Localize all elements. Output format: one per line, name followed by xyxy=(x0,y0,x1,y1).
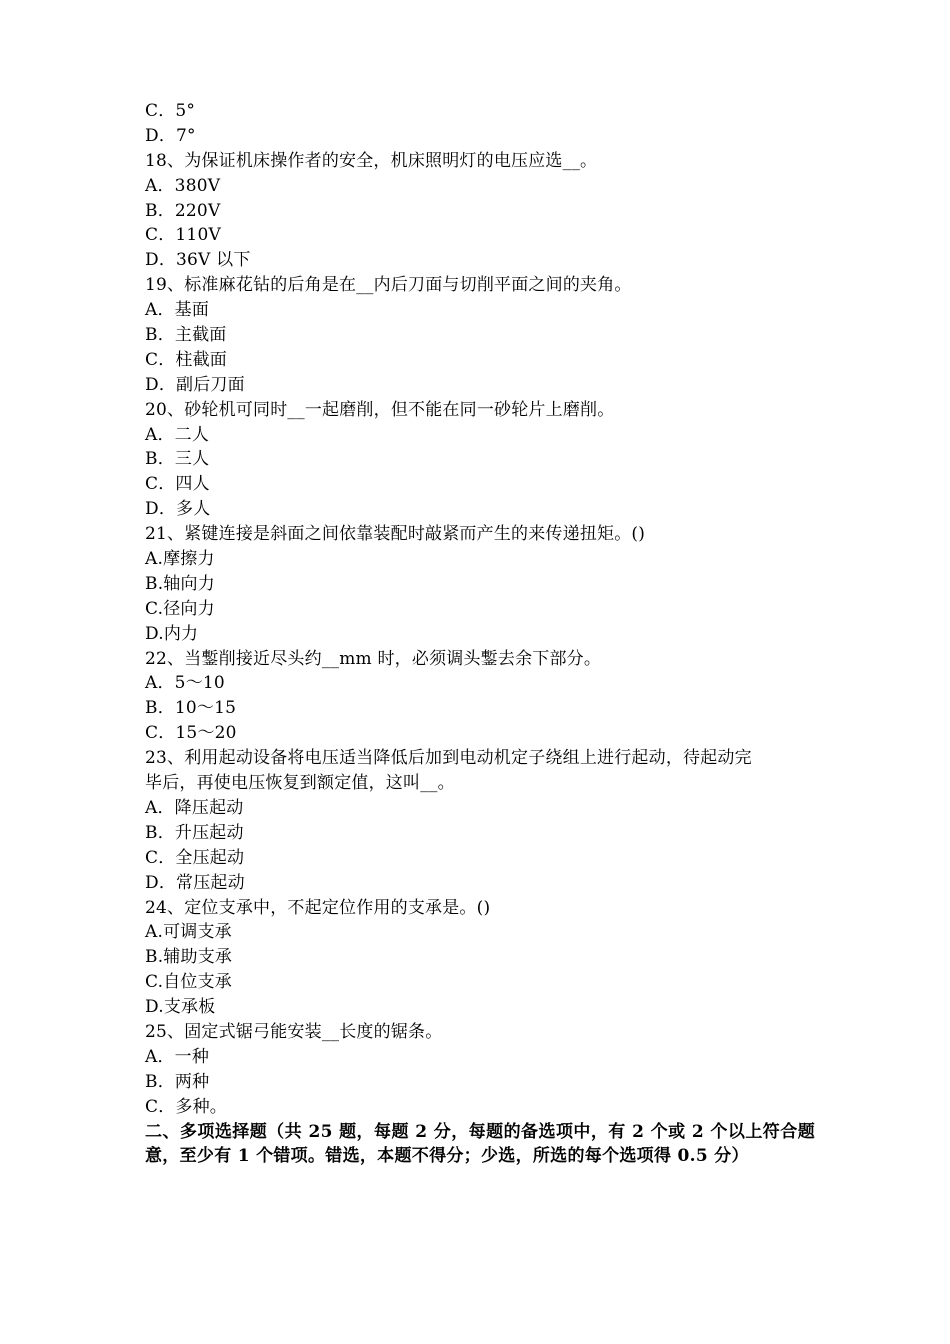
option-line: B.辅助支承 xyxy=(145,947,233,968)
option-line: D．副后刀面 xyxy=(145,374,245,395)
option-line: C．四人 xyxy=(145,474,210,495)
question-25: 25、固定式锯弓能安装__长度的锯条。 xyxy=(145,1021,443,1042)
document-page xyxy=(145,99,815,1169)
option-line: A．380V xyxy=(145,175,221,196)
option-line: B.轴向力 xyxy=(145,573,215,594)
option-line: C.自位支承 xyxy=(145,972,233,993)
option-line: B．三人 xyxy=(145,449,210,470)
option-line: B．两种 xyxy=(145,1071,210,1092)
question-20: 20、砂轮机可同时__一起磨削，但不能在同一砂轮片上磨削。 xyxy=(145,399,615,420)
option-line: A．二人 xyxy=(145,424,210,445)
option-line: C．110V xyxy=(145,225,221,246)
option-line: A．降压起动 xyxy=(145,797,244,818)
option-line: A．5～10 xyxy=(145,673,225,694)
option-line: A．基面 xyxy=(145,300,210,321)
option-line: B．主截面 xyxy=(145,325,227,346)
question-22: 22、当鏨削接近尽头约__mm 时，必须调头鏨去余下部分。 xyxy=(145,648,602,669)
option-line: D．36V 以下 xyxy=(145,250,251,271)
question-21: 21、紧键连接是斜面之间依靠装配时敲紧而产生的来传递扭矩。() xyxy=(145,524,646,545)
option-line: C．5° xyxy=(145,101,196,121)
option-line: D.支承板 xyxy=(145,997,216,1018)
option-line: D.内力 xyxy=(145,623,199,644)
option-line: C.径向力 xyxy=(145,598,215,619)
option-line: A．一种 xyxy=(145,1046,210,1067)
question-23-continued: 毕后，再使电压恢复到额定值，这叫__。 xyxy=(145,773,455,794)
question-23: 23、利用起动设备将电压适当降低后加到电动机定子绕组上进行起动，待起动完 xyxy=(145,748,752,769)
question-19: 19、标准麻花钻的后角是在__内后刀面与切削平面之间的夹角。 xyxy=(145,275,632,296)
question-18: 18、为保证机床操作者的安全，机床照明灯的电压应选__。 xyxy=(145,150,598,171)
option-line: B．10～15 xyxy=(145,698,237,719)
option-line: C．15～20 xyxy=(145,723,237,744)
option-line: D．常压起动 xyxy=(145,872,245,893)
option-line: B．220V xyxy=(145,200,221,221)
option-line: A.摩擦力 xyxy=(145,549,215,570)
question-24: 24、定位支承中，不起定位作用的支承是。() xyxy=(145,897,491,918)
section-heading: 二、多项选择题（共 25 题，每题 2 分，每题的备选项中，有 2 个或 2 个以上符合题意，至少有 1 个错项。错选，本题不得分；少选，所选的每个选项得 0.5 分） xyxy=(145,1121,815,1167)
option-line: C．柱截面 xyxy=(145,349,228,370)
option-line: C．全压起动 xyxy=(145,847,245,868)
option-line: D．7° xyxy=(145,125,196,146)
option-line: B．升压起动 xyxy=(145,822,244,843)
option-line: A.可调支承 xyxy=(145,922,232,943)
option-line: D．多人 xyxy=(145,499,211,520)
option-line: C．多种。 xyxy=(145,1096,228,1117)
